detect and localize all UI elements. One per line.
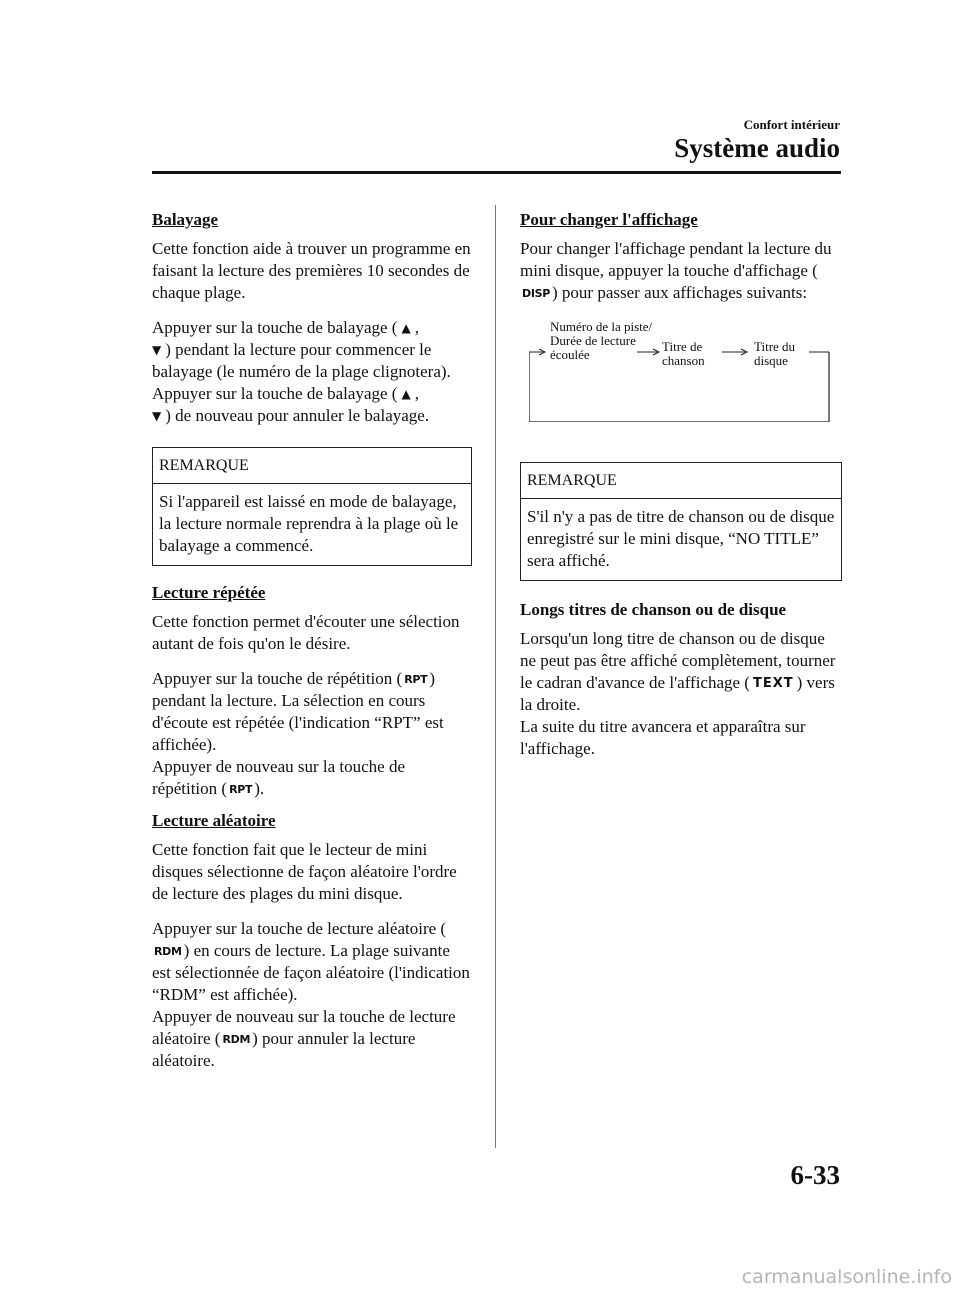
- diagram-label-track-time: Numéro de la piste/ Durée de lecture écoulée: [550, 319, 653, 362]
- chapter-title: Système audio: [674, 133, 840, 163]
- left-column: [152, 209, 472, 1085]
- up-arrow-icon: ▲: [401, 321, 411, 335]
- disp-button-icon: DISP: [522, 287, 551, 300]
- long-titles-heading: Longs titres de chanson ou de disque: [520, 600, 787, 619]
- rpt-button-icon: RPT: [404, 673, 428, 686]
- display-note: [520, 462, 842, 581]
- column-divider: [495, 205, 496, 1148]
- long-titles-followup: La suite du titre avancera et apparaîtra sur l'affichage.: [520, 717, 806, 758]
- scan-cancel: Appuyer sur la touche de balayage ( ▲ , ▼ ) de nouveau pour annuler le balayage.: [152, 384, 430, 425]
- rdm-button-icon: RDM: [222, 1033, 251, 1046]
- display-heading: Pour changer l'affichage: [520, 210, 698, 229]
- repeat-cancel: Appuyer de nouveau sur la touche de répétition ( RPT ).: [152, 757, 406, 798]
- note-body: Si l'appareil est laissé en mode de balayage, la lecture normale reprendra à la plage où le balayage a commencé.: [159, 492, 459, 555]
- random-intro: Cette fonction fait que le lecteur de mini disques sélectionne de façon aléatoire l'ordre de lecture des plages du mini disque.: [152, 840, 457, 903]
- scan-intro: Cette fonction aide à trouver un programme en faisant la lecture des premières 10 secondes de chaque plage.: [152, 239, 471, 302]
- long-titles-instructions: Lorsqu'un long titre de chanson ou de disque ne peut pas être affiché complètement, tourner le cadran d'avance de l'affichage ( TEXT ) vers la droite.: [520, 629, 836, 714]
- repeat-heading: Lecture répétée: [152, 583, 266, 602]
- up-arrow-icon: ▲: [401, 387, 411, 401]
- note-body: S'il n'y a pas de titre de chanson ou de disque enregistré sur le mini disque, “NO TITLE” sera affiché.: [527, 507, 835, 570]
- rdm-button-icon: RDM: [154, 945, 182, 958]
- scan-note: [152, 447, 472, 566]
- rpt-button-icon: RPT: [229, 783, 253, 796]
- down-arrow-icon: ▼: [152, 343, 162, 357]
- display-cycle-diagram: [529, 318, 839, 422]
- random-instructions: Appuyer sur la touche de lecture aléatoire (RDM ) en cours de lecture. La plage suivante est sélectionnée de façon aléatoire (l'indication “RDM” est affichée).: [152, 919, 470, 1004]
- note-title: REMARQUE: [153, 448, 471, 484]
- text-button-icon: TEXT: [752, 676, 794, 691]
- section-label: Confort intérieur: [743, 117, 840, 132]
- header-rule: [152, 171, 841, 174]
- scan-heading: Balayage: [152, 210, 219, 229]
- display-instructions: Pour changer l'affichage pendant la lecture du mini disque, appuyer la touche d'affichage (DISP ) pour passer aux affichages suivants:: [520, 239, 832, 302]
- page-number: 6-33: [790, 1160, 840, 1190]
- note-title: REMARQUE: [521, 463, 841, 499]
- diagram-label-disc-title: Titre du disque: [754, 339, 796, 368]
- watermark: carmanualsonline.info: [741, 1266, 952, 1288]
- down-arrow-icon: ▼: [152, 409, 162, 423]
- scan-instructions: Appuyer sur la touche de balayage ( ▲ , ▼ ) pendant la lecture pour commencer le balayage (le numéro de la plage clignotera).: [152, 318, 451, 381]
- repeat-instructions: Appuyer sur la touche de répétition ( RPT ) pendant la lecture. La sélection en cours d'écoute est répétée (l'indication “RPT” est affichée).: [152, 669, 444, 754]
- diagram-label-song-title: Titre de chanson: [662, 339, 705, 368]
- random-cancel: Appuyer de nouveau sur la touche de lecture aléatoire ( RDM ) pour annuler la lecture aléatoire.: [152, 1007, 456, 1070]
- repeat-intro: Cette fonction permet d'écouter une sélection autant de fois qu'on le désire.: [152, 612, 460, 653]
- right-column: [520, 209, 842, 773]
- random-heading: Lecture aléatoire: [152, 811, 276, 830]
